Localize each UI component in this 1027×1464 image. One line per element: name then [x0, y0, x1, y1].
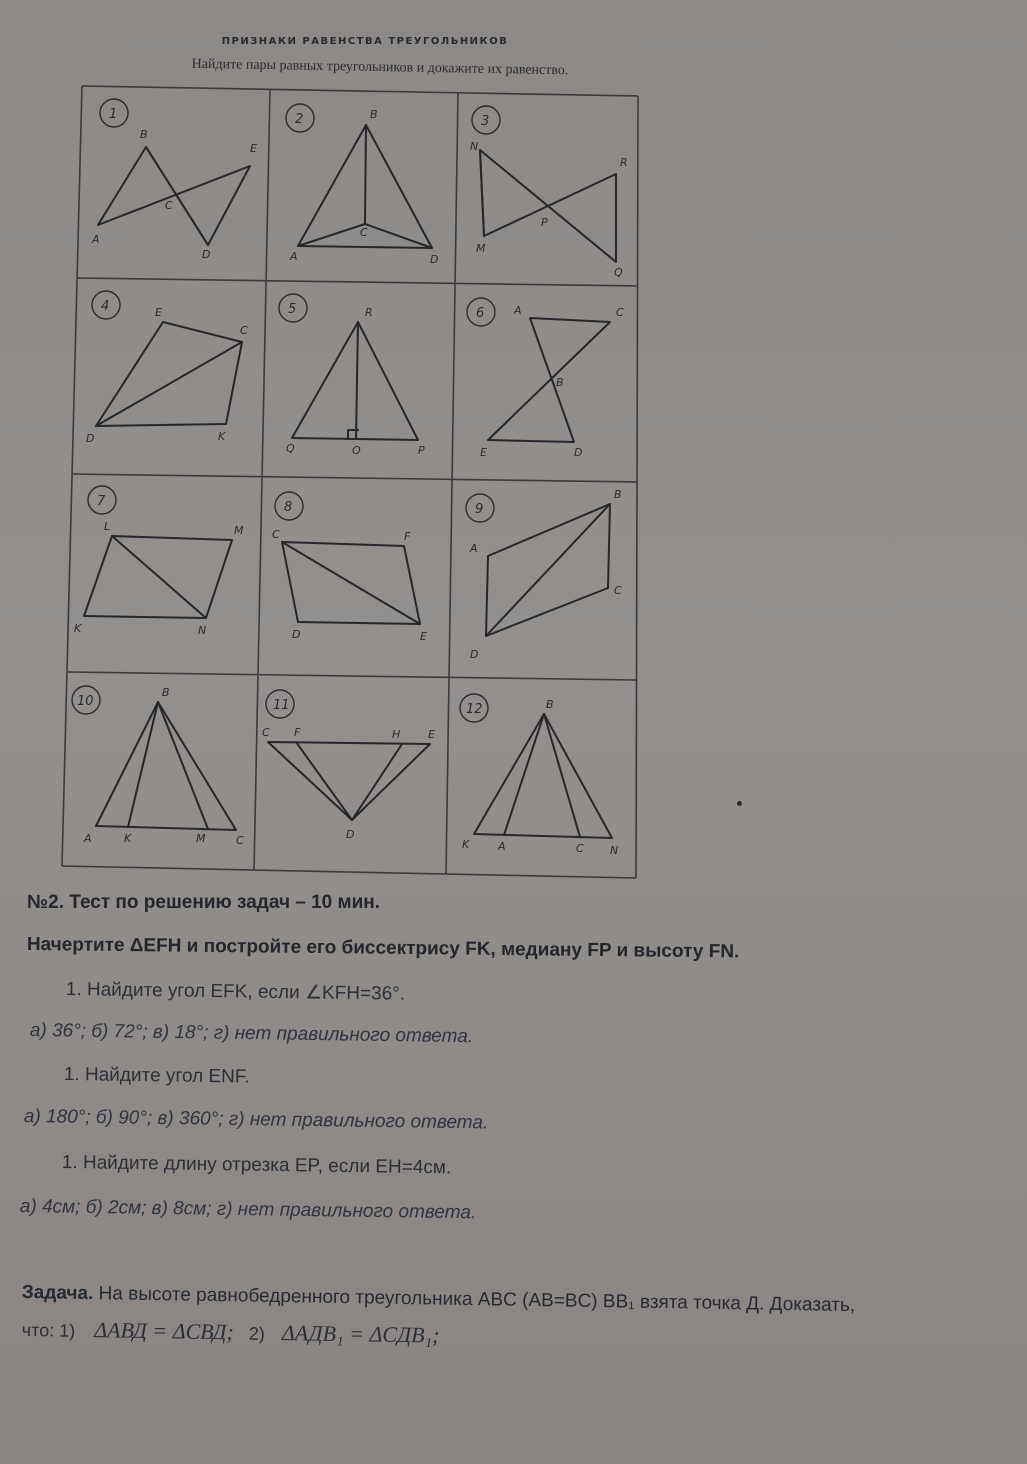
point-label: D	[574, 446, 583, 459]
figure-1-segment	[146, 147, 208, 245]
figure-number: 3	[481, 114, 490, 129]
grid-col-line-1	[254, 89, 270, 870]
point-label: L	[104, 520, 111, 533]
figure-11-segment	[352, 744, 402, 820]
point-label: N	[470, 140, 479, 153]
point-label: D	[470, 648, 479, 661]
question-1-answers: а) 36°; б) 72°; в) 18°; г) нет правильного ответа.	[29, 1020, 474, 1048]
point-label: D	[202, 248, 211, 261]
point-label: F	[404, 530, 411, 543]
question-3: 1. Найдите длину отрезка EP, если EH=4см.	[61, 1152, 452, 1179]
point-label: B	[614, 488, 622, 501]
question-2-answers: а) 180°; б) 90°; в) 360°; г) нет правильного ответа.	[23, 1106, 489, 1134]
point-label: C	[236, 834, 244, 847]
task-line2-mid: 2)	[248, 1323, 266, 1344]
point-label: N	[610, 844, 619, 857]
point-label: B	[546, 698, 554, 711]
grid-col-line-2	[446, 92, 458, 874]
point-label: C	[240, 324, 248, 337]
stray-dot	[737, 801, 742, 806]
figure-1	[91, 99, 257, 261]
figure-3-bowtie	[480, 150, 616, 262]
task-statement	[22, 1282, 856, 1317]
grid-left-border	[62, 86, 82, 866]
task-formula-2: ΔАДВ₁ = ΔСДВ₁;	[281, 1320, 440, 1348]
figure-8-diagonal	[282, 542, 420, 624]
figure-number: 6	[476, 306, 485, 321]
point-label: D	[430, 253, 439, 266]
grid-top-border	[82, 86, 638, 96]
figure-number: 4	[101, 299, 110, 314]
section-subtitle: Найдите пары равных треугольников и докажите их равенство.	[191, 56, 569, 79]
figure-number: 8	[284, 500, 293, 515]
point-label: C	[165, 199, 173, 212]
point-label: C	[360, 226, 368, 239]
figure-number: 9	[475, 502, 484, 517]
figure-number: 12	[466, 702, 483, 717]
task-line2-start: что: 1)	[21, 1319, 76, 1341]
point-label: A	[498, 840, 506, 853]
grid-row-line-1	[78, 278, 637, 286]
point-label: B	[556, 376, 564, 389]
figure-2	[286, 104, 438, 266]
figure-3	[470, 106, 628, 279]
figure-10-segment	[128, 702, 158, 827]
point-label: K	[124, 832, 132, 845]
point-label: C	[616, 306, 624, 319]
point-label: E	[155, 306, 162, 319]
grid-row-line-3	[68, 672, 636, 680]
point-label: A	[92, 233, 100, 246]
point-label: E	[420, 630, 427, 643]
task-formula-1: ΔАВД = ΔСВД;	[94, 1317, 235, 1345]
point-label: C	[272, 528, 280, 541]
point-label: P	[418, 444, 425, 457]
point-label: A	[84, 832, 92, 845]
point-label: R	[620, 156, 628, 169]
task-text: На высоте равнобедренного треугольника ABC (AB=BC) BB₁ взята точка Д. Доказать,	[93, 1283, 856, 1317]
point-label: D	[346, 828, 355, 841]
point-label: K	[218, 430, 226, 443]
question-1: 1. Найдите угол EFK, если ∠KFH=36°.	[65, 978, 406, 1005]
figure-number: 2	[295, 112, 304, 127]
point-label: Q	[614, 266, 623, 279]
figure-10	[72, 686, 244, 847]
point-label: E	[480, 446, 487, 459]
point-label: Q	[286, 442, 295, 455]
figure-number: 10	[77, 694, 94, 709]
point-label: A	[514, 304, 522, 317]
figure-9	[466, 488, 622, 661]
figure-5-triangle	[292, 322, 418, 440]
point-label: M	[234, 524, 244, 537]
figure-7	[74, 486, 244, 637]
point-label: B	[162, 686, 170, 699]
grid-row-line-2	[73, 474, 637, 482]
point-label: R	[365, 306, 373, 319]
point-label: K	[462, 838, 470, 851]
figure-8	[272, 492, 427, 643]
point-label: E	[250, 142, 257, 155]
figure-12-segment	[544, 714, 580, 837]
figure-1-lines	[98, 147, 250, 245]
figure-number: 5	[288, 302, 297, 317]
point-label: N	[198, 624, 207, 637]
point-label: B	[370, 108, 378, 121]
point-label: O	[352, 444, 361, 457]
point-label: C	[576, 842, 584, 855]
grid-bottom-border	[62, 866, 636, 878]
figure-12-triangle	[474, 714, 612, 838]
figure-12	[460, 694, 618, 857]
figure-5	[279, 294, 425, 457]
figure-10-segment	[158, 702, 208, 829]
question-3-answers: а) 4см; б) 2см; в) 8см; г) нет правильного ответа.	[19, 1196, 477, 1224]
figure-number: 7	[97, 494, 106, 509]
figure-11	[262, 690, 435, 841]
grid-right-border	[636, 96, 638, 878]
point-label: D	[292, 628, 301, 641]
point-label: H	[392, 728, 401, 741]
test-title: №2. Тест по решению задач – 10 мин.	[27, 892, 381, 913]
figure-number: 1	[109, 107, 118, 122]
figure-number: 11	[273, 698, 290, 713]
point-label: E	[428, 728, 435, 741]
figure-4-quadrilateral	[96, 322, 242, 426]
figure-5-altitude	[356, 322, 358, 439]
test-instruction: Начертите ΔEFH и постройте его биссектрису FK, медиану FP и высоту FN.	[26, 934, 740, 963]
figure-4	[86, 291, 248, 445]
figure-4-diagonal	[96, 342, 242, 426]
figure-12-segment	[504, 714, 544, 835]
figure-9-diagonal	[486, 504, 610, 636]
point-label: F	[294, 726, 301, 739]
question-2: 1. Найдите угол ENF.	[63, 1064, 250, 1088]
point-label: D	[86, 432, 95, 445]
figure-11-segment	[296, 742, 352, 820]
point-label: M	[476, 242, 486, 255]
point-label: C	[262, 726, 270, 739]
point-label: P	[541, 216, 548, 229]
point-label: A	[470, 542, 478, 555]
point-label: A	[290, 250, 298, 263]
section-title: ПРИЗНАКИ РАВЕНСТВА ТРЕУГОЛЬНИКОВ	[221, 36, 509, 47]
figure-3-side	[480, 150, 484, 236]
figure-7-diagonal	[112, 536, 206, 618]
figure-6	[467, 298, 624, 459]
task-label: Задача.	[21, 1282, 94, 1305]
figure-11-triangle	[268, 742, 430, 820]
figure-6-lines	[488, 318, 610, 442]
point-label: B	[140, 128, 148, 141]
task-line-2	[22, 1316, 440, 1349]
point-label: C	[614, 584, 622, 597]
point-label: K	[74, 622, 82, 635]
point-label: M	[196, 832, 206, 845]
